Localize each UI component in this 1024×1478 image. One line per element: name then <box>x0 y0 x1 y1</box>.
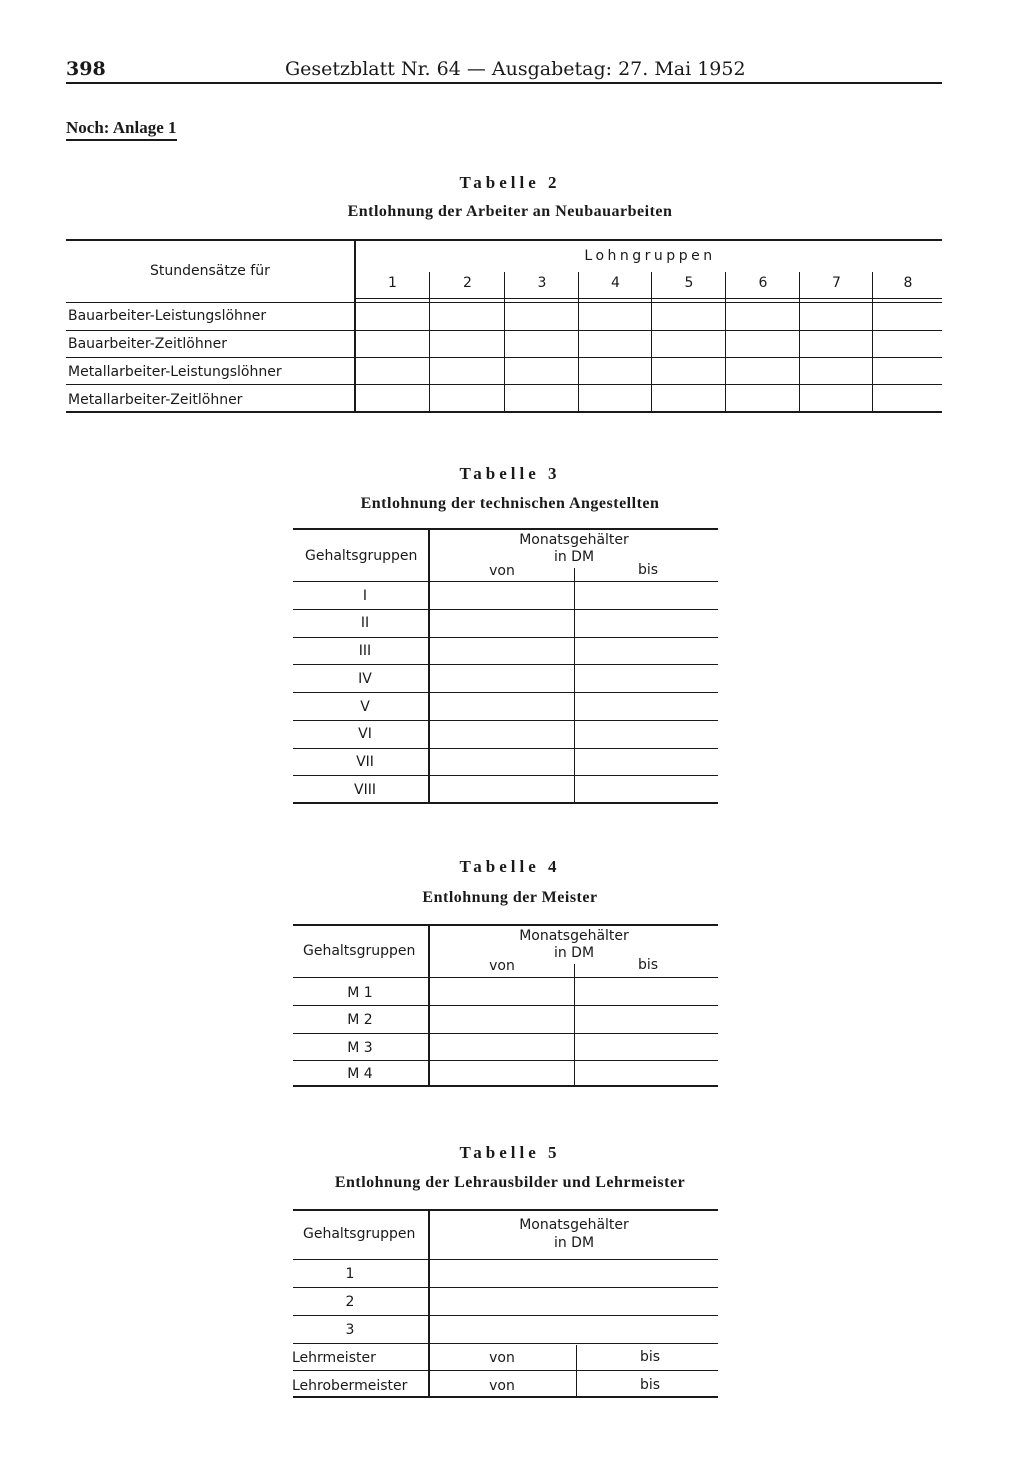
table-5-row-label: 2 <box>345 1294 355 1310</box>
table-3-row-label: VII <box>356 754 374 770</box>
table-4-to-label: bis <box>637 957 659 973</box>
table-2-header-bottom <box>356 298 942 299</box>
table-2-row-label: Metallarbeiter-Zeitlöhner <box>68 392 243 408</box>
table-4-row-line <box>293 1060 718 1061</box>
table-2-col-header: 3 <box>537 275 547 291</box>
table-5-von-bis-divider <box>576 1345 577 1396</box>
table-2-col-header: 1 <box>388 275 397 291</box>
table-3-row-label: VIII <box>354 782 376 798</box>
table-2-caption: Tabelle 2 <box>459 173 561 192</box>
table-3-row-label: III <box>358 643 372 659</box>
table-4-row-line <box>293 1005 718 1006</box>
table-2-col-header: 2 <box>463 275 472 291</box>
table-4-row-label: M 2 <box>347 1012 373 1028</box>
table-5-range-from: von <box>489 1378 515 1394</box>
table-2-row-label: Bauarbeiter-Zeitlöhner <box>68 336 227 352</box>
table-5-range-to: bis <box>639 1349 661 1365</box>
table-2-col-header: 5 <box>684 275 694 291</box>
table-3-row-line <box>293 609 718 610</box>
table-2-col-divider <box>651 272 652 411</box>
table-2-col-divider <box>504 272 505 411</box>
table-2-row-header: Stundensätze für <box>150 263 270 279</box>
table-5-row-label: 3 <box>345 1322 355 1338</box>
table-4-row-label: M 3 <box>347 1040 373 1056</box>
table-3-bottom-rule <box>293 802 718 804</box>
table-5-row-line <box>293 1343 718 1344</box>
table-3-von-bis-divider <box>574 568 575 802</box>
table-5-row-line <box>293 1370 718 1371</box>
table-4-col2-header-line2: in DM <box>553 945 595 961</box>
table-3-row-line <box>293 664 718 665</box>
header-rule <box>66 82 942 84</box>
table-3-row-label: I <box>362 588 368 604</box>
table-3-to-label: bis <box>637 562 659 578</box>
table-2-col-divider <box>799 272 800 411</box>
page-number: 398 <box>66 58 106 80</box>
table-4-header-bottom <box>293 977 718 978</box>
table-5-row-label: 1 <box>345 1266 355 1282</box>
table-2-col-divider <box>725 272 726 411</box>
table-4-row-line <box>293 1033 718 1034</box>
table-2-col-header: 7 <box>832 275 841 291</box>
table-2-col-divider <box>429 272 430 411</box>
table-2-col-divider <box>872 272 873 411</box>
table-5-col1-header: Gehaltsgruppen <box>303 1226 416 1242</box>
table-2-divider <box>354 241 356 411</box>
table-4-row-label: M 1 <box>347 985 373 1001</box>
table-3-row-label: VI <box>358 726 372 742</box>
table-2-group-header: Lohngruppen <box>584 248 716 264</box>
table-5-row-line <box>293 1287 718 1288</box>
table-3-row-label: V <box>360 699 370 715</box>
table-3-col2-header-line2: in DM <box>553 549 595 565</box>
table-3-header-bottom <box>293 581 718 582</box>
table-2-col-header: 4 <box>611 275 620 291</box>
table-5-caption: Tabelle 5 <box>459 1143 561 1162</box>
table-4-title: Entlohnung der Meister <box>422 889 598 906</box>
table-3-col2-header-line1: Monatsgehälter <box>519 532 629 548</box>
table-3-row-label: IV <box>358 671 372 687</box>
gazette-title: Gesetzblatt Nr. 64 — Ausgabetag: 27. Mai 1952 <box>285 58 746 80</box>
table-5-bottom-rule <box>293 1396 718 1398</box>
table-4-von-bis-divider <box>574 964 575 1085</box>
table-2-row-label: Metallarbeiter-Leistungslöhner <box>68 364 282 380</box>
table-2-col-divider <box>578 272 579 411</box>
table-4-top-rule <box>293 924 718 926</box>
section-label: Noch: Anlage 1 <box>66 118 177 141</box>
table-5-title: Entlohnung der Lehrausbilder und Lehrmeister <box>334 1174 686 1191</box>
table-5-header-bottom <box>293 1259 718 1260</box>
table-2-row-label: Bauarbeiter-Leistungslöhner <box>68 308 267 324</box>
table-5-range-from: von <box>489 1350 515 1366</box>
table-3-row-line <box>293 692 718 693</box>
table-3-from-label: von <box>489 563 515 579</box>
table-4-bottom-rule <box>293 1085 718 1087</box>
table-5-col2-header-line2: in DM <box>553 1235 595 1251</box>
table-4-caption: Tabelle 4 <box>459 857 561 876</box>
table-2-col-header: 8 <box>903 275 913 291</box>
table-5-col2-header-line1: Monatsgehälter <box>519 1217 629 1233</box>
table-4-row-label: M 4 <box>347 1066 373 1082</box>
table-5-row-line <box>293 1315 718 1316</box>
table-5-range-row-label: Lehrmeister <box>292 1350 376 1366</box>
table-3-caption: Tabelle 3 <box>459 464 561 483</box>
table-4-col1-header: Gehaltsgruppen <box>303 943 416 959</box>
table-5-top-rule <box>293 1209 718 1211</box>
table-2-bottom-rule <box>66 411 942 413</box>
table-3-row-label: II <box>360 615 370 631</box>
table-5-range-row-label: Lehrobermeister <box>292 1378 408 1394</box>
table-2-top-rule <box>66 239 942 241</box>
table-3-row-line <box>293 637 718 638</box>
table-3-row-line <box>293 720 718 721</box>
table-2-col-header: 6 <box>758 275 768 291</box>
table-4-col2-header-line1: Monatsgehälter <box>519 928 629 944</box>
table-3-col1-header: Gehaltsgruppen <box>305 548 418 564</box>
table-2-title: Entlohnung der Arbeiter an Neubauarbeiten <box>347 203 673 220</box>
table-3-row-line <box>293 748 718 749</box>
table-5-range-to: bis <box>639 1377 661 1393</box>
table-4-from-label: von <box>489 958 515 974</box>
table-3-row-line <box>293 775 718 776</box>
table-3-title: Entlohnung der technischen Angestellten <box>360 495 660 512</box>
table-3-top-rule <box>293 528 718 530</box>
